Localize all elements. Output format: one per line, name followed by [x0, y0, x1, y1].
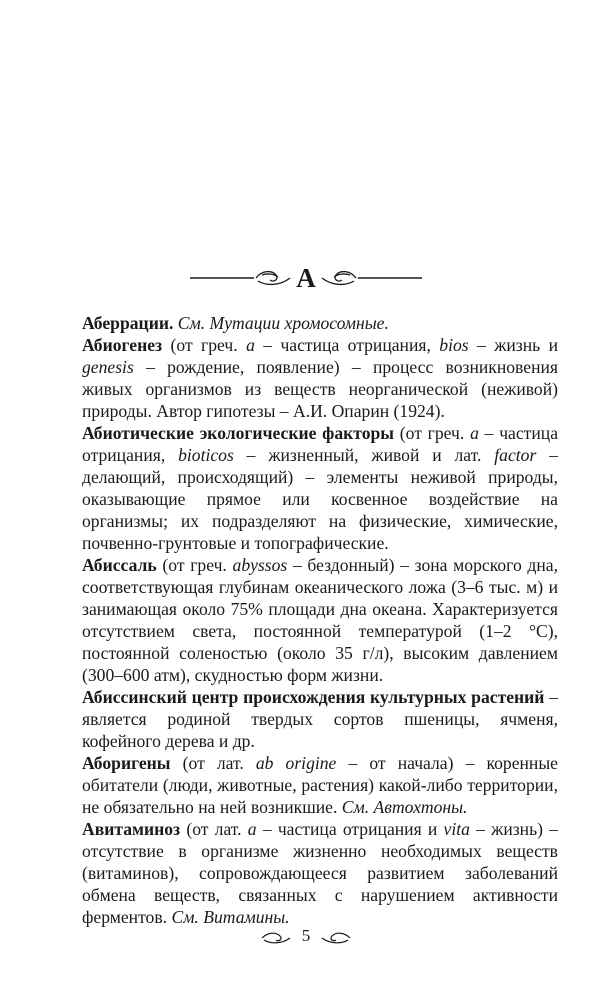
entry-italic-text: bioticos	[178, 445, 234, 465]
entry-term: Абиссинский центр происхождения культурных растений	[82, 687, 545, 707]
entry-italic-text: См. Автохтоны.	[341, 797, 468, 817]
entry-term: Авитаминоз	[82, 819, 181, 839]
entry-italic-text: а	[247, 819, 257, 839]
entry-italic-text: а	[470, 423, 479, 443]
page-number: 5	[301, 926, 311, 945]
dictionary-entry	[82, 752, 558, 818]
entry-italic-text: abyssos	[232, 555, 288, 575]
entry-text: – бездонный) – зона морского дна, соответствующая глубинам океанического ложа (3–6 тыс. м) и занимающая около 75% площади дна океана. Характеризуется отсутствием света, постоянной температурой (1–2 °С), постоянной соленостью (около 35 г/л), высоким давлением (300–600 атм), скудностью форм жизни.	[82, 555, 558, 685]
dictionary-entry	[82, 554, 558, 686]
entry-text: – частица отрицания,	[82, 423, 559, 465]
entry-text: – от начала) – коренные обитатели (люди, животные, растения) какой-либо территории, не обязательно на ней возникшие.	[82, 753, 558, 817]
dictionary-entry	[82, 312, 558, 334]
entry-italic-text: а	[246, 335, 255, 355]
entry-italic-text: См. Мутации хромосомные.	[177, 313, 389, 333]
entry-term: Аберрации.	[82, 313, 174, 333]
entry-text: (от греч.	[394, 423, 471, 443]
entry-term: Аборигены	[82, 753, 171, 773]
entry-text: (от греч.	[162, 335, 247, 355]
entry-text: – является родиной твердых сортов пшеницы, ячменя, кофейного дерева и др.	[82, 687, 558, 751]
dictionary-entry	[82, 818, 558, 928]
dictionary-entry	[82, 422, 558, 554]
entry-italic-text: bios	[439, 335, 469, 355]
dictionary-entry	[82, 686, 558, 752]
entry-text: – частица отрицания и	[256, 819, 444, 839]
entry-text: (от лат.	[180, 819, 248, 839]
dictionary-entry	[82, 334, 558, 422]
entry-text: (от лат.	[170, 753, 256, 773]
entry-italic-text: См. Витамины.	[171, 907, 290, 927]
entry-text: – жизнь) – отсутствие в организме жизненно необходимых веществ (витаминов), сопровождающееся развитием заболеваний обмена веществ, связанных с нарушением активности ферментов.	[82, 819, 558, 927]
entry-text: – жизнь и	[468, 335, 558, 355]
entry-term: Абиссаль	[82, 555, 157, 575]
entry-italic-text: ab origine	[255, 753, 337, 773]
entry-text: – частица отрицания,	[254, 335, 440, 355]
entry-term: Абиогенез	[82, 335, 163, 355]
entry-text: – делающий, происходящий) – элементы неживой природы, оказывающие прямое или косвенное воздействие на организмы; их подразделяют на физические, химические, почвенно-грунтовые и топографические.	[82, 445, 558, 553]
entry-term: Абиотические экологические факторы	[82, 423, 395, 443]
section-letter: А	[296, 263, 316, 293]
dictionary-entries	[82, 312, 558, 928]
entry-text: (от греч.	[156, 555, 233, 575]
entry-italic-text: vita	[443, 819, 470, 839]
entry-italic-text: factor	[494, 445, 537, 465]
entry-text: – рождение, появление) – процесс возникновения живых организмов из веществ неорганической (неживой) природы. Автор гипотезы – А.И. Опарин (1924).	[82, 357, 558, 421]
entry-text: – жизненный, живой и лат.	[233, 445, 495, 465]
entry-italic-text: genesis	[82, 357, 134, 377]
